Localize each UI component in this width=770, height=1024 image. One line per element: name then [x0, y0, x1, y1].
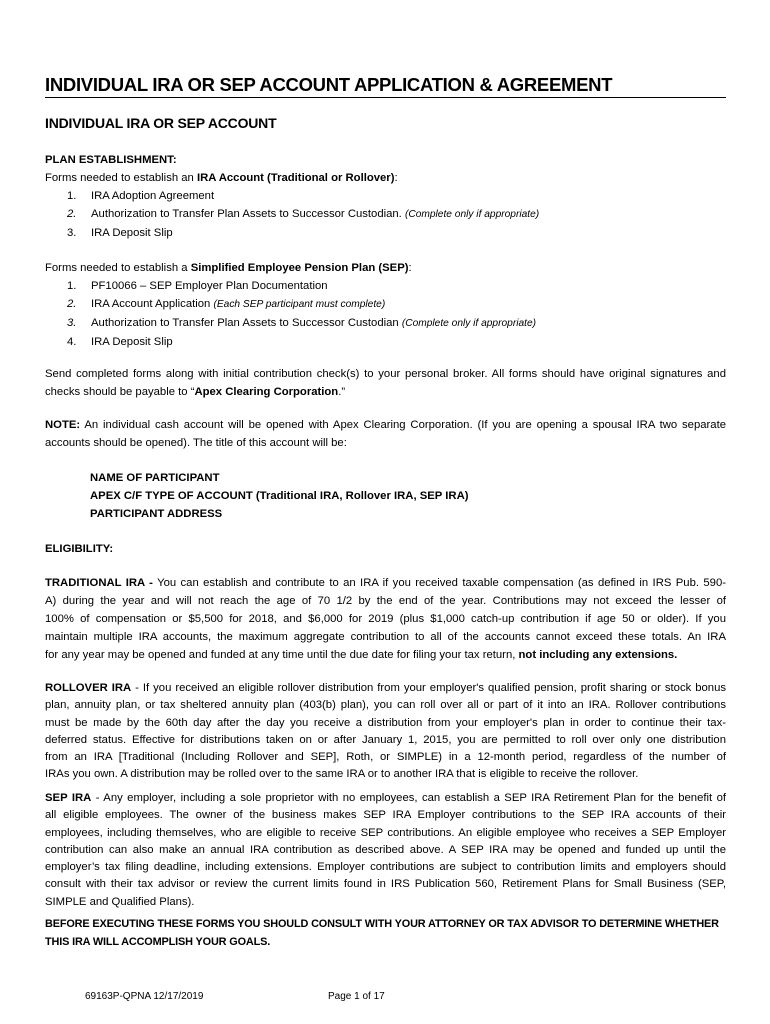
paragraph-line: all eligible employees. The owner of the business makes SEP IRA Employer contributions to the SEP IRA accounts of their	[45, 809, 726, 822]
document-title: INDIVIDUAL IRA OR SEP ACCOUNT APPLICATION & AGREEMENT	[45, 74, 726, 98]
paragraph-line: IRAs you own. A distribution may be rolled over to the same IRA or to another IRA that is eligible to receive the rollover.	[45, 768, 639, 781]
sep-intro-colon: :	[408, 262, 412, 274]
account-title-line-1: NAME OF PARTICIPANT	[90, 472, 220, 484]
send-instructions	[45, 365, 726, 401]
paragraph-line: maintain multiple IRA accounts, the maximum aggregate contribution to all of the accounts cannot exceed these totals. An IRA	[45, 631, 726, 643]
sep-forms-section	[45, 259, 726, 351]
list-text: Authorization to Transfer Plan Assets to Successor Custodian	[91, 317, 402, 329]
send-payable-text: checks should be payable to “	[45, 386, 195, 398]
sep-ira-paragraph	[45, 790, 726, 911]
eligibility-heading: ELIGIBILITY:	[45, 543, 114, 555]
sep-forms-intro	[45, 259, 726, 277]
paragraph-line	[45, 680, 726, 697]
send-line-1: Send completed forms along with initial contribution check(s) to your personal broker. All forms should have original signatures and	[45, 368, 726, 380]
warning-line-2: THIS IRA WILL ACCOMPLISH YOUR GOALS.	[45, 936, 271, 948]
rollover-ira-label: ROLLOVER IRA	[45, 682, 132, 694]
send-line-2	[45, 383, 726, 401]
page-number: Page 1 of 17	[328, 991, 385, 1002]
list-note: (Complete only if appropriate)	[401, 318, 537, 329]
paragraph-line	[45, 574, 726, 592]
list-text: PF10066 – SEP Employer Plan Documentation	[91, 280, 328, 292]
paragraph-line: from an IRA [Traditional (Including Rollover and SEP], Roth, or SIMPLE) in a 12-month period, regardless of the number of	[45, 751, 726, 764]
sep-intro-bold: Simplified Employee Pension Plan (SEP)	[190, 262, 409, 274]
account-title-line-2: APEX C/F TYPE OF ACCOUNT (Traditional IRA, Rollover IRA, SEP IRA)	[90, 490, 469, 502]
list-number: 2.	[67, 208, 77, 220]
paragraph-text: - Any employer, including a sole proprietor with no employees, can establish a SEP IRA Retirement Plan for the benefit of	[91, 792, 726, 804]
plan-establishment-section	[45, 151, 726, 242]
traditional-ira-label: TRADITIONAL IRA -	[45, 577, 153, 589]
list-item	[45, 205, 726, 224]
traditional-ira-paragraph	[45, 574, 726, 664]
paragraph-line: deferred status. Effective for distributions taken on or after January 1, 2015, you are permitted to roll over only one distribution	[45, 733, 726, 746]
list-number: 1.	[67, 190, 77, 202]
account-title-line-3: PARTICIPANT ADDRESS	[90, 508, 223, 520]
paragraph-line: employer’s tax filing deadline, including extensions. Employer contributions are subject to contribution limits and employers should	[45, 861, 726, 874]
note-label: NOTE:	[45, 419, 81, 431]
list-number: 2.	[67, 298, 77, 310]
list-item	[45, 224, 726, 242]
list-item	[45, 277, 726, 295]
send-closing-quote: .”	[338, 386, 346, 398]
consult-warning	[45, 915, 726, 951]
payee-name: Apex Clearing Corporation	[194, 386, 339, 398]
list-text: IRA Adoption Agreement	[91, 190, 215, 202]
ira-forms-list	[45, 187, 726, 242]
note-text: An individual cash account will be opened with Apex Clearing Corporation. (If you are opening a spousal IRA two separate	[80, 419, 726, 431]
list-note: (Complete only if appropriate)	[404, 209, 540, 220]
plan-establishment-heading: PLAN ESTABLISHMENT:	[45, 154, 177, 166]
paragraph-bold-text: not including any extensions.	[518, 649, 678, 661]
paragraph-line: must be made by the 60th day after the day you receive a distribution from your employer's plan in order to continue their tax-	[45, 716, 726, 729]
paragraph-line: A) during the year and will not reach the age of 70 1/2 by the end of the year. Contributions may not exceed the lesser of	[45, 595, 726, 607]
account-title-block	[45, 469, 770, 523]
list-text: Authorization to Transfer Plan Assets to Successor Custodian.	[91, 208, 405, 220]
paragraph-line: consult with their tax advisor or review the current limits found in IRS Publication 560, Retirement Plans for Small Business (SEP,	[45, 878, 726, 891]
list-text: IRA Deposit Slip	[91, 227, 173, 239]
list-text: IRA Deposit Slip	[91, 336, 173, 348]
note-section	[45, 416, 726, 452]
list-item	[45, 295, 726, 314]
sep-ira-label: SEP IRA	[45, 792, 92, 804]
paragraph-line: 100% of compensation or $5,500 for 2018, and $6,000 for 2019 (plus $1,000 catch-up contribution if age 50 or older). If you	[45, 613, 726, 625]
paragraph-line	[45, 790, 726, 807]
sep-intro-text: Forms needed to establish a	[45, 262, 191, 274]
note-line-1	[45, 416, 726, 434]
section-subtitle: INDIVIDUAL IRA OR SEP ACCOUNT	[45, 115, 277, 131]
paragraph-text: You can establish and contribute to an IRA if you received taxable compensation (as defined in IRS Pub. 590-	[152, 577, 726, 589]
form-id: 69163P-QPNA 12/17/2019	[85, 991, 204, 1002]
list-number: 3.	[67, 317, 77, 329]
list-item	[45, 333, 726, 351]
list-item	[45, 314, 726, 333]
note-line-2: accounts should be opened). The title of this account will be:	[45, 437, 347, 449]
ira-intro-bold: IRA Account (Traditional or Rollover)	[196, 172, 395, 184]
paragraph-line: employees, including themselves, who are eligible to receive SEP contributions. An eligible employee who receives a SEP Employer	[45, 826, 726, 839]
paragraph-line: plan, annuity plan, or tax sheltered annuity plan (403(b) plan), you can roll over all or part of it into an IRA. Rollover contributions	[45, 699, 726, 712]
paragraph-line	[45, 646, 726, 664]
sep-forms-list	[45, 277, 726, 351]
ira-forms-intro	[45, 169, 726, 187]
ira-intro-text: Forms needed to establish an	[45, 172, 197, 184]
ira-intro-colon: :	[394, 172, 398, 184]
list-number: 1.	[67, 280, 77, 292]
list-note: (Each SEP participant must complete)	[213, 299, 386, 310]
list-number: 3.	[67, 227, 77, 239]
paragraph-text: for any year may be opened and funded at any time until the due date for filing your tax return,	[45, 649, 519, 661]
list-item	[45, 187, 726, 205]
paragraph-text: - If you received an eligible rollover distribution from your employer's qualified pension, profit sharing or stock bonus	[131, 682, 726, 694]
paragraph-line: contribution can also make an annual IRA contribution as described above. A SEP IRA may be opened and funded up until the	[45, 843, 726, 856]
warning-line-1: BEFORE EXECUTING THESE FORMS YOU SHOULD CONSULT WITH YOUR ATTORNEY OR TAX ADVISOR TO DETERMINE WHETHER	[45, 918, 719, 930]
list-number: 4.	[67, 336, 77, 348]
paragraph-line: SIMPLE and Qualified Plans).	[45, 895, 195, 908]
rollover-ira-paragraph	[45, 680, 726, 784]
list-text: IRA Account Application	[91, 298, 214, 310]
